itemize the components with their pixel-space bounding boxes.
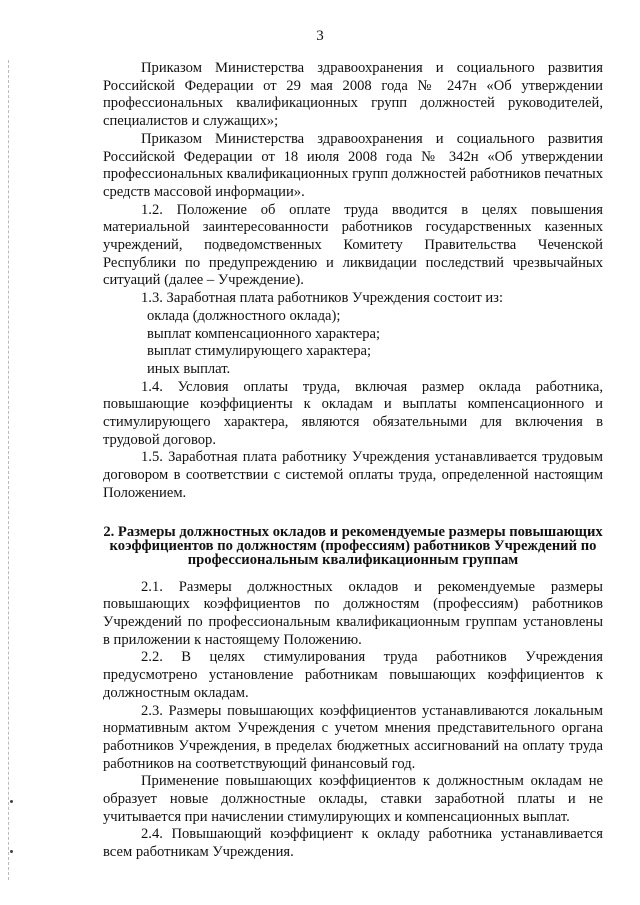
paragraph: Применение повышающих коэффициентов к должностным окладам не образует новые должностные оклады, ставки заработной платы и не учитывается при начислении стимулирующих и компенсационных выплат. <box>103 773 603 825</box>
paragraph: 1.2. Положение об оплате труда вводится в целях повышения материальной заинтересованности работников государственных казенных учреждений, подведомственных Комитету Правительства Чеченской Республики по предупреждению и ликвидации последствий чрезвычайных ситуаций (далее – Учреждение). <box>103 201 603 289</box>
list-item: выплат компенсационного характера; <box>147 325 381 342</box>
paragraph: 2.4. Повышающий коэффициент к окладу работника устанавливается всем работникам Учреждения. <box>103 826 603 861</box>
paragraph: 1.4. Условия оплаты труда, включая размер оклада работника, повышающие коэффициенты к окладам и выплаты компенсационного и стимулирующего характера, являются обязательными для включения в трудовой договор. <box>103 378 603 448</box>
document-body <box>103 60 603 862</box>
paragraph: 1.5. Заработная плата работнику Учреждения устанавливается трудовым договором в соответствии с системой оплаты труда, определенной настоящим Положением. <box>103 449 603 501</box>
section-heading: 2. Размеры должностных окладов и рекомендуемые размеры повышающих коэффициентов по должностям (профессиям) работников Учреждений по профессиональным квалификационным группам <box>103 523 603 568</box>
paragraph: Приказом Министерства здравоохранения и социального развития Российской Федерации от 18 июля 2008 года № 342н «Об утверждении профессиональных квалификационных групп должностей работников печатных средств массовой информации». <box>103 130 604 200</box>
scan-margin-marks <box>8 60 13 880</box>
paragraph: 2.2. В целях стимулирования труда работников Учреждения предусмотрено установление работникам повышающих коэффициентов к должностным окладам. <box>103 649 603 701</box>
scan-dot <box>10 850 13 853</box>
paragraph: 1.3. Заработная плата работников Учреждения состоит из: <box>141 290 503 307</box>
list-item: оклада (должностного оклада); <box>147 307 341 324</box>
scan-dot <box>10 800 13 803</box>
paragraph: Приказом Министерства здравоохранения и социального развития Российской Федерации от 29 мая 2008 года № 247н «Об утверждении профессиональных квалификационных групп должностей руководителей, специалистов и служащих»; <box>103 60 603 130</box>
paragraph: 2.1. Размеры должностных окладов и рекомендуемые размеры повышающих коэффициентов по должностям (профессиям) работников Учреждений по профессиональным квалификационным группам установлены в приложении к настоящему Положению. <box>103 578 603 648</box>
list-item: выплат стимулирующего характера; <box>147 343 372 360</box>
list-item: иных выплат. <box>147 360 231 377</box>
paragraph: 2.3. Размеры повышающих коэффициентов устанавливаются локальным нормативным актом Учреждения с учетом мнения представительного органа работников Учреждения, в пределах бюджетных ассигнований на оплату труда работников на соответствующий финансовый год. <box>103 702 603 772</box>
page-number: 3 <box>316 28 324 44</box>
